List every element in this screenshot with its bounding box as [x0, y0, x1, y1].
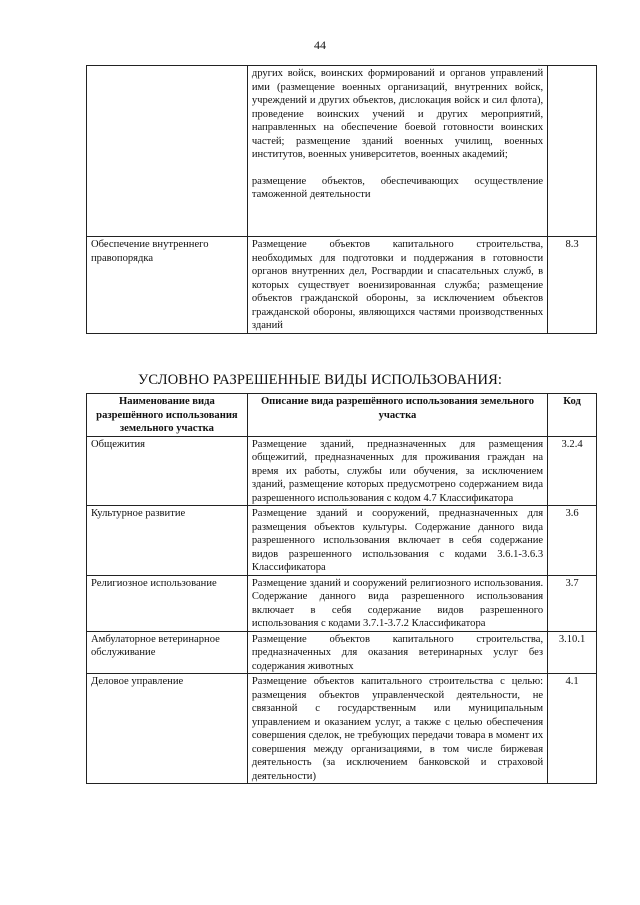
section-title: УСЛОВНО РАЗРЕШЕННЫЕ ВИДЫ ИСПОЛЬЗОВАНИЯ:	[138, 372, 502, 388]
use-description-cell: Размещение зданий и сооружений религиозного использования. Содержание данного вида разрешенного использования включает в себя содержание видов разрешенного использования с кодами 3.7.1-3.7.2 Классификатора	[247, 575, 547, 631]
header-code: Код	[548, 394, 597, 437]
use-name-cell: Деловое управление	[87, 674, 248, 784]
header-description: Описание вида разрешённого использования земельного участка	[247, 394, 547, 437]
use-description-cell: Размещение объектов капитального строительства, необходимых для подготовки и поддержания в готовности органов внутренних дел, Росгвардии и спасательных служб, в которых существует военизированная служба; размещение объектов гражданской обороны, за исключением объектов гражданской обороны, являющихся частями производственных зданий	[247, 237, 547, 334]
table-row	[87, 66, 597, 237]
conditional-uses-table	[86, 393, 597, 784]
use-description-cell: Размещение зданий и сооружений, предназначенных для размещения объектов культуры. Содержание данного вида разрешенного использования включает в себя содержание видов разрешенного использования с кодами 3.6.1-3.6.3 Классификатора	[247, 506, 547, 576]
use-code-cell: 3.10.1	[548, 631, 597, 674]
use-code-cell	[548, 66, 597, 237]
table-row	[87, 631, 597, 674]
paragraph-break	[252, 162, 543, 175]
continued-table	[86, 65, 597, 334]
use-name-cell: Религиозное использование	[87, 575, 248, 631]
use-code-cell: 8.3	[548, 237, 597, 334]
table-row	[87, 436, 597, 506]
table-header-row	[87, 394, 597, 437]
use-description-cell: Размещение зданий, предназначенных для размещения общежитий, предназначенных для проживания граждан на время их работы, службы или обучения, за исключением зданий, размещение которых предусмотрено содержанием вида разрешенного использования с кодом 4.7 Классификатора	[247, 436, 547, 506]
table-row	[87, 674, 597, 784]
table-row	[87, 237, 597, 334]
table-row	[87, 575, 597, 631]
use-code-cell: 4.1	[548, 674, 597, 784]
header-name: Наименование вида разрешённого использования земельного участка	[87, 394, 248, 437]
use-name-cell: Амбулаторное ветеринарное обслуживание	[87, 631, 248, 674]
use-name-cell: Общежития	[87, 436, 248, 506]
use-description-cell: Размещение объектов капитального строительства с целью: размещения объектов управленческой деятельности, не связанной с государственным или муниципальным управлением и оказанием услуг, а также с целью обеспечения совершения сделок, не требующих передачи товара в момент их совершения между организациями, в том числе биржевая деятельность (за исключением банковской и страховой деятельности)	[247, 674, 547, 784]
page-number: 44	[314, 38, 326, 52]
table-row	[87, 506, 597, 576]
use-code-cell: 3.2.4	[548, 436, 597, 506]
use-code-cell: 3.6	[548, 506, 597, 576]
use-name-cell: Обеспечение внутреннего правопорядка	[87, 237, 248, 334]
description-text: размещение объектов, обеспечивающих осуществление таможенной деятельности	[251, 175, 544, 200]
use-code-cell: 3.7	[548, 575, 597, 631]
use-name-cell	[87, 66, 248, 237]
use-name-cell: Культурное развитие	[87, 506, 248, 576]
use-description-cell	[247, 66, 547, 237]
description-text: других войск, воинских формирований и органов управлений ими (размещение военных организаций, внутренних войск, учреждений и других объектов, дислокация войск и сил флота), проведение воинских учений и других мероприятий, направленных на обеспечение боевой готовности воинских частей; размещение зданий военных училищ, военных институтов, военных университетов, военных академий;	[251, 68, 544, 160]
use-description-cell: Размещение объектов капитального строительства, предназначенных для оказания ветеринарных услуг без содержания животных	[247, 631, 547, 674]
